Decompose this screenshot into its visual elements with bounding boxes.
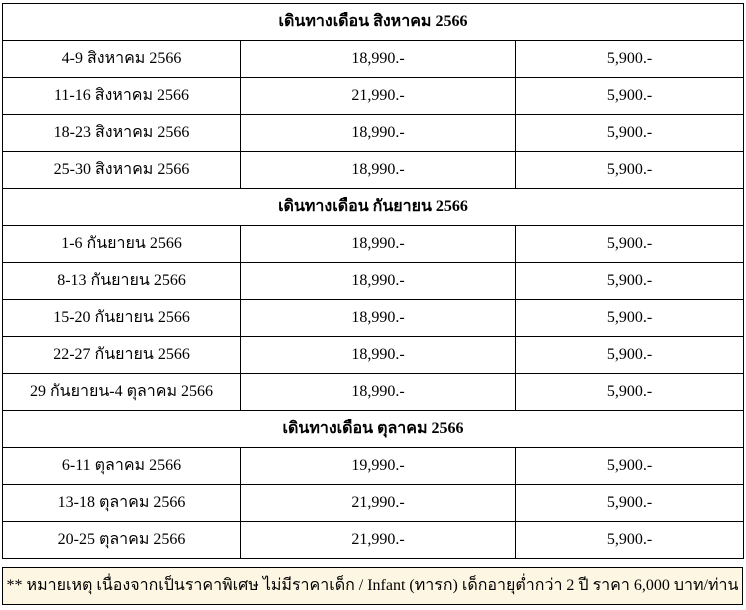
section-header-september: เดินทางเดือน กันยายน 2566 — [3, 189, 744, 226]
date-cell: 18-23 สิงหาคม 2566 — [3, 115, 241, 152]
note-box — [2, 567, 743, 605]
date-cell: 22-27 กันยายน 2566 — [3, 337, 241, 374]
price-table — [2, 3, 744, 559]
price-cell: 18,990.- — [241, 226, 516, 263]
section-header-august: เดินทางเดือน สิงหาคม 2566 — [3, 4, 744, 41]
price-cell: 21,990.- — [241, 485, 516, 522]
table-row — [3, 337, 744, 374]
price-cell: 18,990.- — [241, 374, 516, 411]
price-cell: 18,990.- — [241, 300, 516, 337]
table-row — [3, 485, 744, 522]
table-row — [3, 152, 744, 189]
extra-charge-cell: 5,900.- — [516, 374, 744, 411]
price-cell: 18,990.- — [241, 263, 516, 300]
date-cell: 8-13 กันยายน 2566 — [3, 263, 241, 300]
table-row — [3, 78, 744, 115]
extra-charge-cell: 5,900.- — [516, 152, 744, 189]
date-cell: 13-18 ตุลาคม 2566 — [3, 485, 241, 522]
price-cell: 21,990.- — [241, 78, 516, 115]
date-cell: 1-6 กันยายน 2566 — [3, 226, 241, 263]
extra-charge-cell: 5,900.- — [516, 522, 744, 559]
date-cell: 15-20 กันยายน 2566 — [3, 300, 241, 337]
note-text: ** หมายเหตุ เนื่องจากเป็นราคาพิเศษ ไม่มีราคาเด็ก / Infant (ทารก) เด็กอายุต่ำกว่า 2 ปี ราคา 6,000 บาท/ท่าน — [6, 577, 739, 594]
price-cell: 18,990.- — [241, 337, 516, 374]
date-cell: 4-9 สิงหาคม 2566 — [3, 41, 241, 78]
extra-charge-cell: 5,900.- — [516, 448, 744, 485]
date-cell: 20-25 ตุลาคม 2566 — [3, 522, 241, 559]
table-row — [3, 300, 744, 337]
price-cell: 21,990.- — [241, 522, 516, 559]
section-header-row — [3, 4, 744, 41]
table-row — [3, 115, 744, 152]
date-cell: 25-30 สิงหาคม 2566 — [3, 152, 241, 189]
extra-charge-cell: 5,900.- — [516, 337, 744, 374]
price-cell: 18,990.- — [241, 115, 516, 152]
table-row — [3, 448, 744, 485]
extra-charge-cell: 5,900.- — [516, 485, 744, 522]
table-row — [3, 226, 744, 263]
date-cell: 11-16 สิงหาคม 2566 — [3, 78, 241, 115]
extra-charge-cell: 5,900.- — [516, 41, 744, 78]
table-row — [3, 41, 744, 78]
extra-charge-cell: 5,900.- — [516, 263, 744, 300]
table-row — [3, 522, 744, 559]
table-row — [3, 374, 744, 411]
section-header-row — [3, 411, 744, 448]
section-header-october: เดินทางเดือน ตุลาคม 2566 — [3, 411, 744, 448]
extra-charge-cell: 5,900.- — [516, 115, 744, 152]
section-header-row — [3, 189, 744, 226]
price-cell: 18,990.- — [241, 41, 516, 78]
price-cell: 18,990.- — [241, 152, 516, 189]
table-row — [3, 263, 744, 300]
date-cell: 29 กันยายน-4 ตุลาคม 2566 — [3, 374, 241, 411]
extra-charge-cell: 5,900.- — [516, 226, 744, 263]
extra-charge-cell: 5,900.- — [516, 300, 744, 337]
price-cell: 19,990.- — [241, 448, 516, 485]
date-cell: 6-11 ตุลาคม 2566 — [3, 448, 241, 485]
extra-charge-cell: 5,900.- — [516, 78, 744, 115]
